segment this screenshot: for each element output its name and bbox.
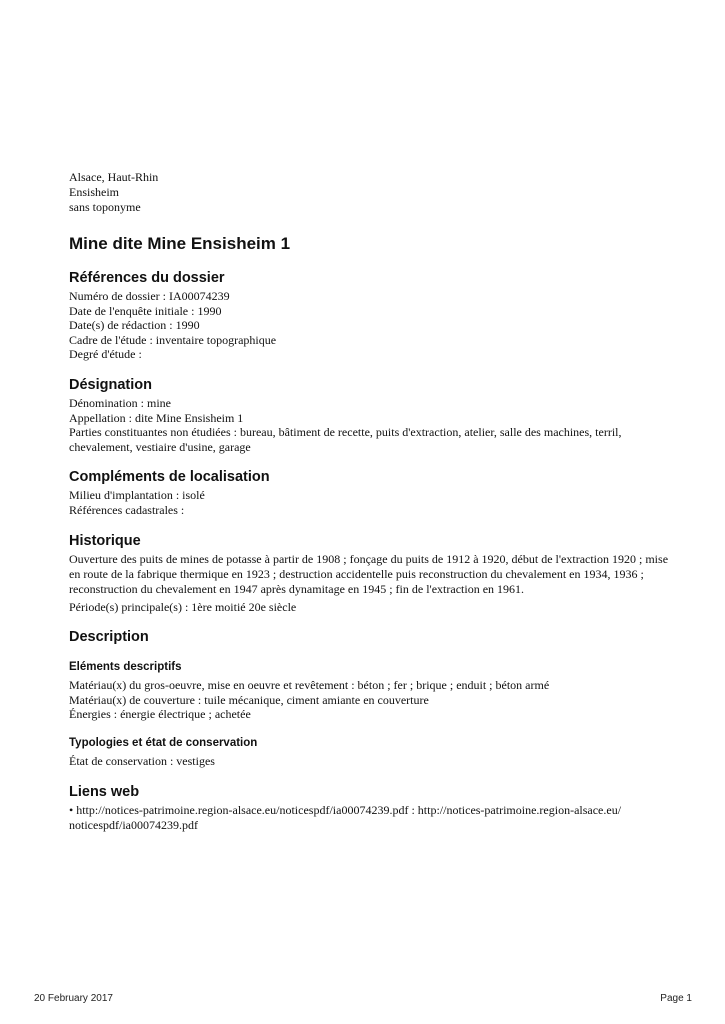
description-line: Énergies : énergie électrique ; achetée	[69, 707, 251, 722]
location-region: Alsace, Haut-Rhin	[69, 170, 159, 184]
section-designation	[69, 376, 669, 454]
section-liens	[69, 783, 669, 833]
section-heading-description: Description	[69, 629, 149, 646]
subsection-heading-typologies: Typologies et état de conservation	[69, 736, 258, 749]
reference-line: Degré d'étude :	[69, 347, 142, 362]
document-title: Mine dite Mine Ensisheim 1	[69, 234, 291, 253]
reference-line: Date(s) de rédaction : 1990	[69, 318, 200, 333]
subsection-heading-elements: Eléments descriptifs	[69, 661, 182, 674]
bullet-icon: •	[69, 802, 74, 817]
section-description	[69, 628, 669, 768]
localisation-line: Milieu d'implantation : isolé	[69, 488, 205, 503]
notice-content	[69, 170, 669, 833]
section-heading-historique: Historique	[69, 532, 141, 549]
designation-line: Dénomination : mine	[69, 395, 171, 410]
section-references	[69, 269, 669, 362]
location-commune: Ensisheim	[69, 185, 119, 199]
section-heading-localisation: Compléments de localisation	[69, 469, 270, 486]
typologies-line: État de conservation : vestiges	[69, 753, 215, 768]
description-line: Matériau(x) de couverture : tuile mécanique, ciment amiante en couverture	[69, 692, 429, 707]
footer-page-number: Page 1	[660, 993, 692, 1004]
section-heading-references: Références du dossier	[69, 270, 225, 286]
section-historique	[69, 532, 669, 615]
historique-periode: Période(s) principale(s) : 1ère moitié 20e siècle	[69, 599, 297, 614]
reference-line: Cadre de l'étude : inventaire topographique	[69, 332, 277, 347]
section-heading-designation: Désignation	[69, 376, 152, 393]
section-heading-liens: Liens web	[69, 783, 140, 800]
description-line: Matériau(x) du gros-oeuvre, mise en oeuvre et revêtement : béton ; fer ; brique ; enduit ; béton armé	[69, 678, 550, 693]
reference-line: Date de l'enquête initiale : 1990	[69, 303, 222, 318]
location-block	[69, 170, 669, 215]
web-link[interactable]: http://notices-patrimoine.region-alsace.eu/noticespdf/ia00074239.pdf : http://notices-patrimoine.region-alsace.eu/ noticespdf/ia00074239.pdf	[69, 802, 622, 832]
web-link-item[interactable]	[69, 803, 669, 833]
historique-text: Ouverture des puits de mines de potasse à partir de 1908 ; fonçage du puits de 1912 à 1920, début de l'extraction 1920 ; mise en route de la fabrique thermique en 1923 ; destruction accidentelle puis reconstruction du chevalement en 1934, 1936 ; reconstruction du chevalement en 1947 après dynamitage en 1945 ; fin de l'extraction en 1961.	[69, 551, 669, 596]
designation-line: Parties constituantes non étudiées : bureau, bâtiment de recette, puits d'extraction, atelier, salle des machines, terril, chevalement, vestiaire d'usine, garage	[69, 425, 622, 454]
section-localisation	[69, 468, 669, 517]
footer-date: 20 February 2017	[34, 993, 113, 1004]
reference-line: Numéro de dossier : IA00074239	[69, 289, 230, 303]
localisation-line: Références cadastrales :	[69, 502, 185, 517]
designation-line: Appellation : dite Mine Ensisheim 1	[69, 410, 244, 425]
location-toponyme: sans toponyme	[69, 200, 141, 214]
